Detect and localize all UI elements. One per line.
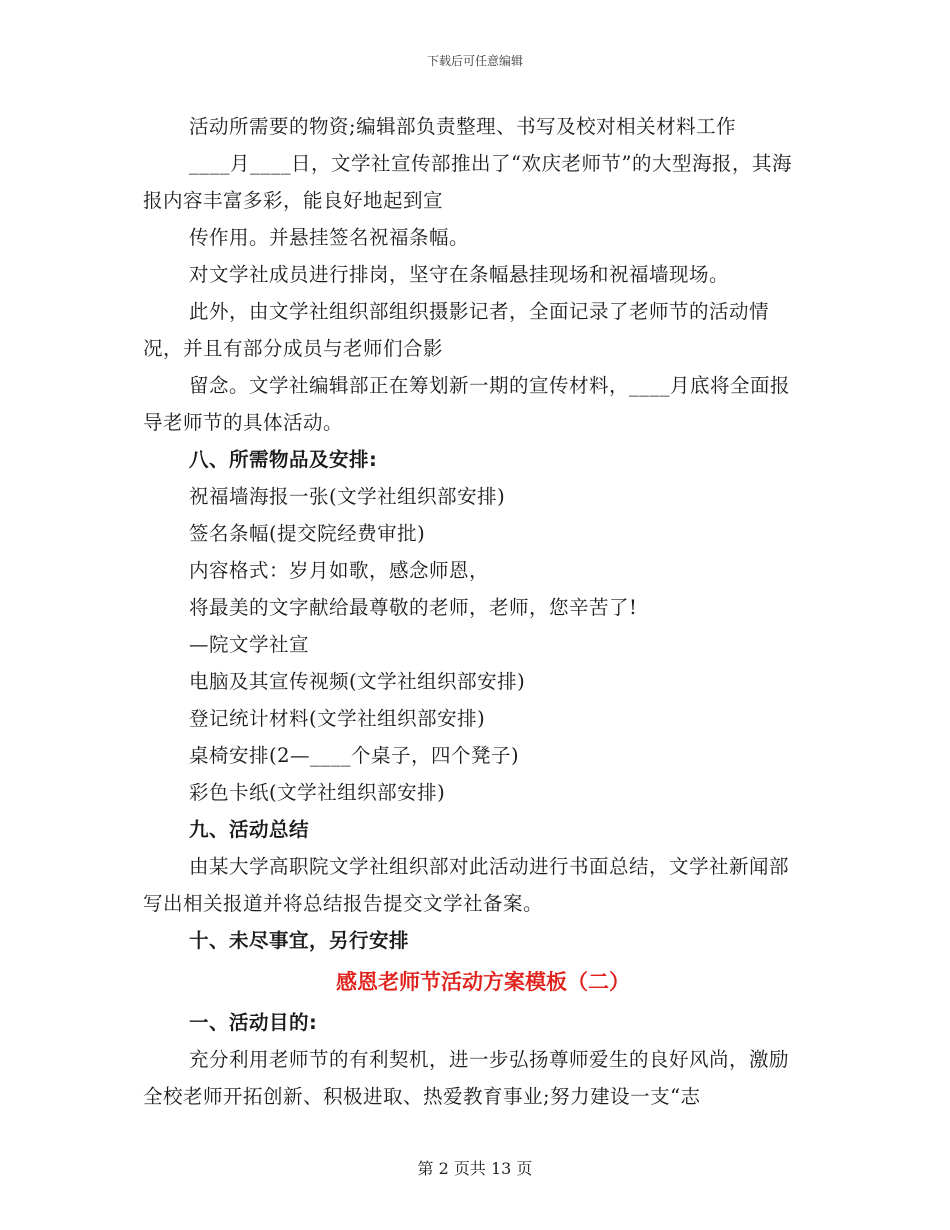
paragraph-staffing: 对文学社成员进行排岗，坚守在条幅悬挂现场和祝福墙现场。 [189, 263, 730, 286]
paragraph-goal: 充分利用老师节的有利契机，进一步弘扬尊师爱生的良好风尚，激励全校老师开拓创新、积极进取、热爱教育事业;努力建设一支“志 [143, 1048, 790, 1108]
heading-section-9: 九、活动总结 [189, 818, 310, 841]
heading-section-8: 八、所需物品及安排: [189, 448, 378, 471]
list-item: 内容格式：岁月如歌，感念师恩， [189, 559, 490, 582]
paragraph-banner: 传作用。并悬挂签名祝福条幅。 [189, 226, 470, 249]
paragraph-poster: ____月____日，文学社宣传部推出了“欢庆老师节”的大型海报，其海报内容丰富多彩，能良好地起到宣 [143, 152, 792, 212]
paragraph-photography: 此外，由文学社组织部组织摄影记者，全面记录了老师节的活动情况，并且有部分成员与老师们合影 [143, 300, 770, 360]
list-item: 电脑及其宣传视频(文学社组织部安排) [189, 670, 526, 693]
document-body [143, 108, 803, 1115]
heading-section-1: 一、活动目的: [189, 1011, 318, 1034]
list-item: 祝福墙海报一张(文学社组织部安排) [189, 485, 506, 508]
heading-section-10: 十、未尽事宜，另行安排 [189, 929, 410, 952]
paragraph-report: 留念。文学社编辑部正在筹划新一期的宣传材料，____月底将全面报导老师节的具体活动。 [143, 374, 791, 434]
paragraph-summary: 由某大学高职院文学社组织部对此活动进行书面总结，文学社新闻部写出相关报道并将总结报告提交文学社备案。 [143, 855, 790, 915]
list-item: 登记统计材料(文学社组织部安排) [189, 707, 486, 730]
list-item: 桌椅安排(2—____个桌子，四个凳子) [189, 744, 520, 767]
list-item: 彩色卡纸(文学社组织部安排) [189, 781, 446, 804]
list-item: 将最美的文字献给最尊敬的老师，老师，您辛苦了! [189, 596, 638, 619]
page-footer: 第 2 页共 13 页 [417, 1159, 533, 1178]
page-header: 下载后可任意编辑 [426, 54, 523, 68]
list-item: 签名条幅(提交院经费审批) [189, 522, 426, 545]
section-title: 感恩老师节活动方案模板（二） [336, 970, 630, 994]
list-item: —院文学社宣 [189, 633, 310, 656]
paragraph-materials: 活动所需要的物资;编辑部负责整理、书写及校对相关材料工作 [189, 115, 737, 138]
